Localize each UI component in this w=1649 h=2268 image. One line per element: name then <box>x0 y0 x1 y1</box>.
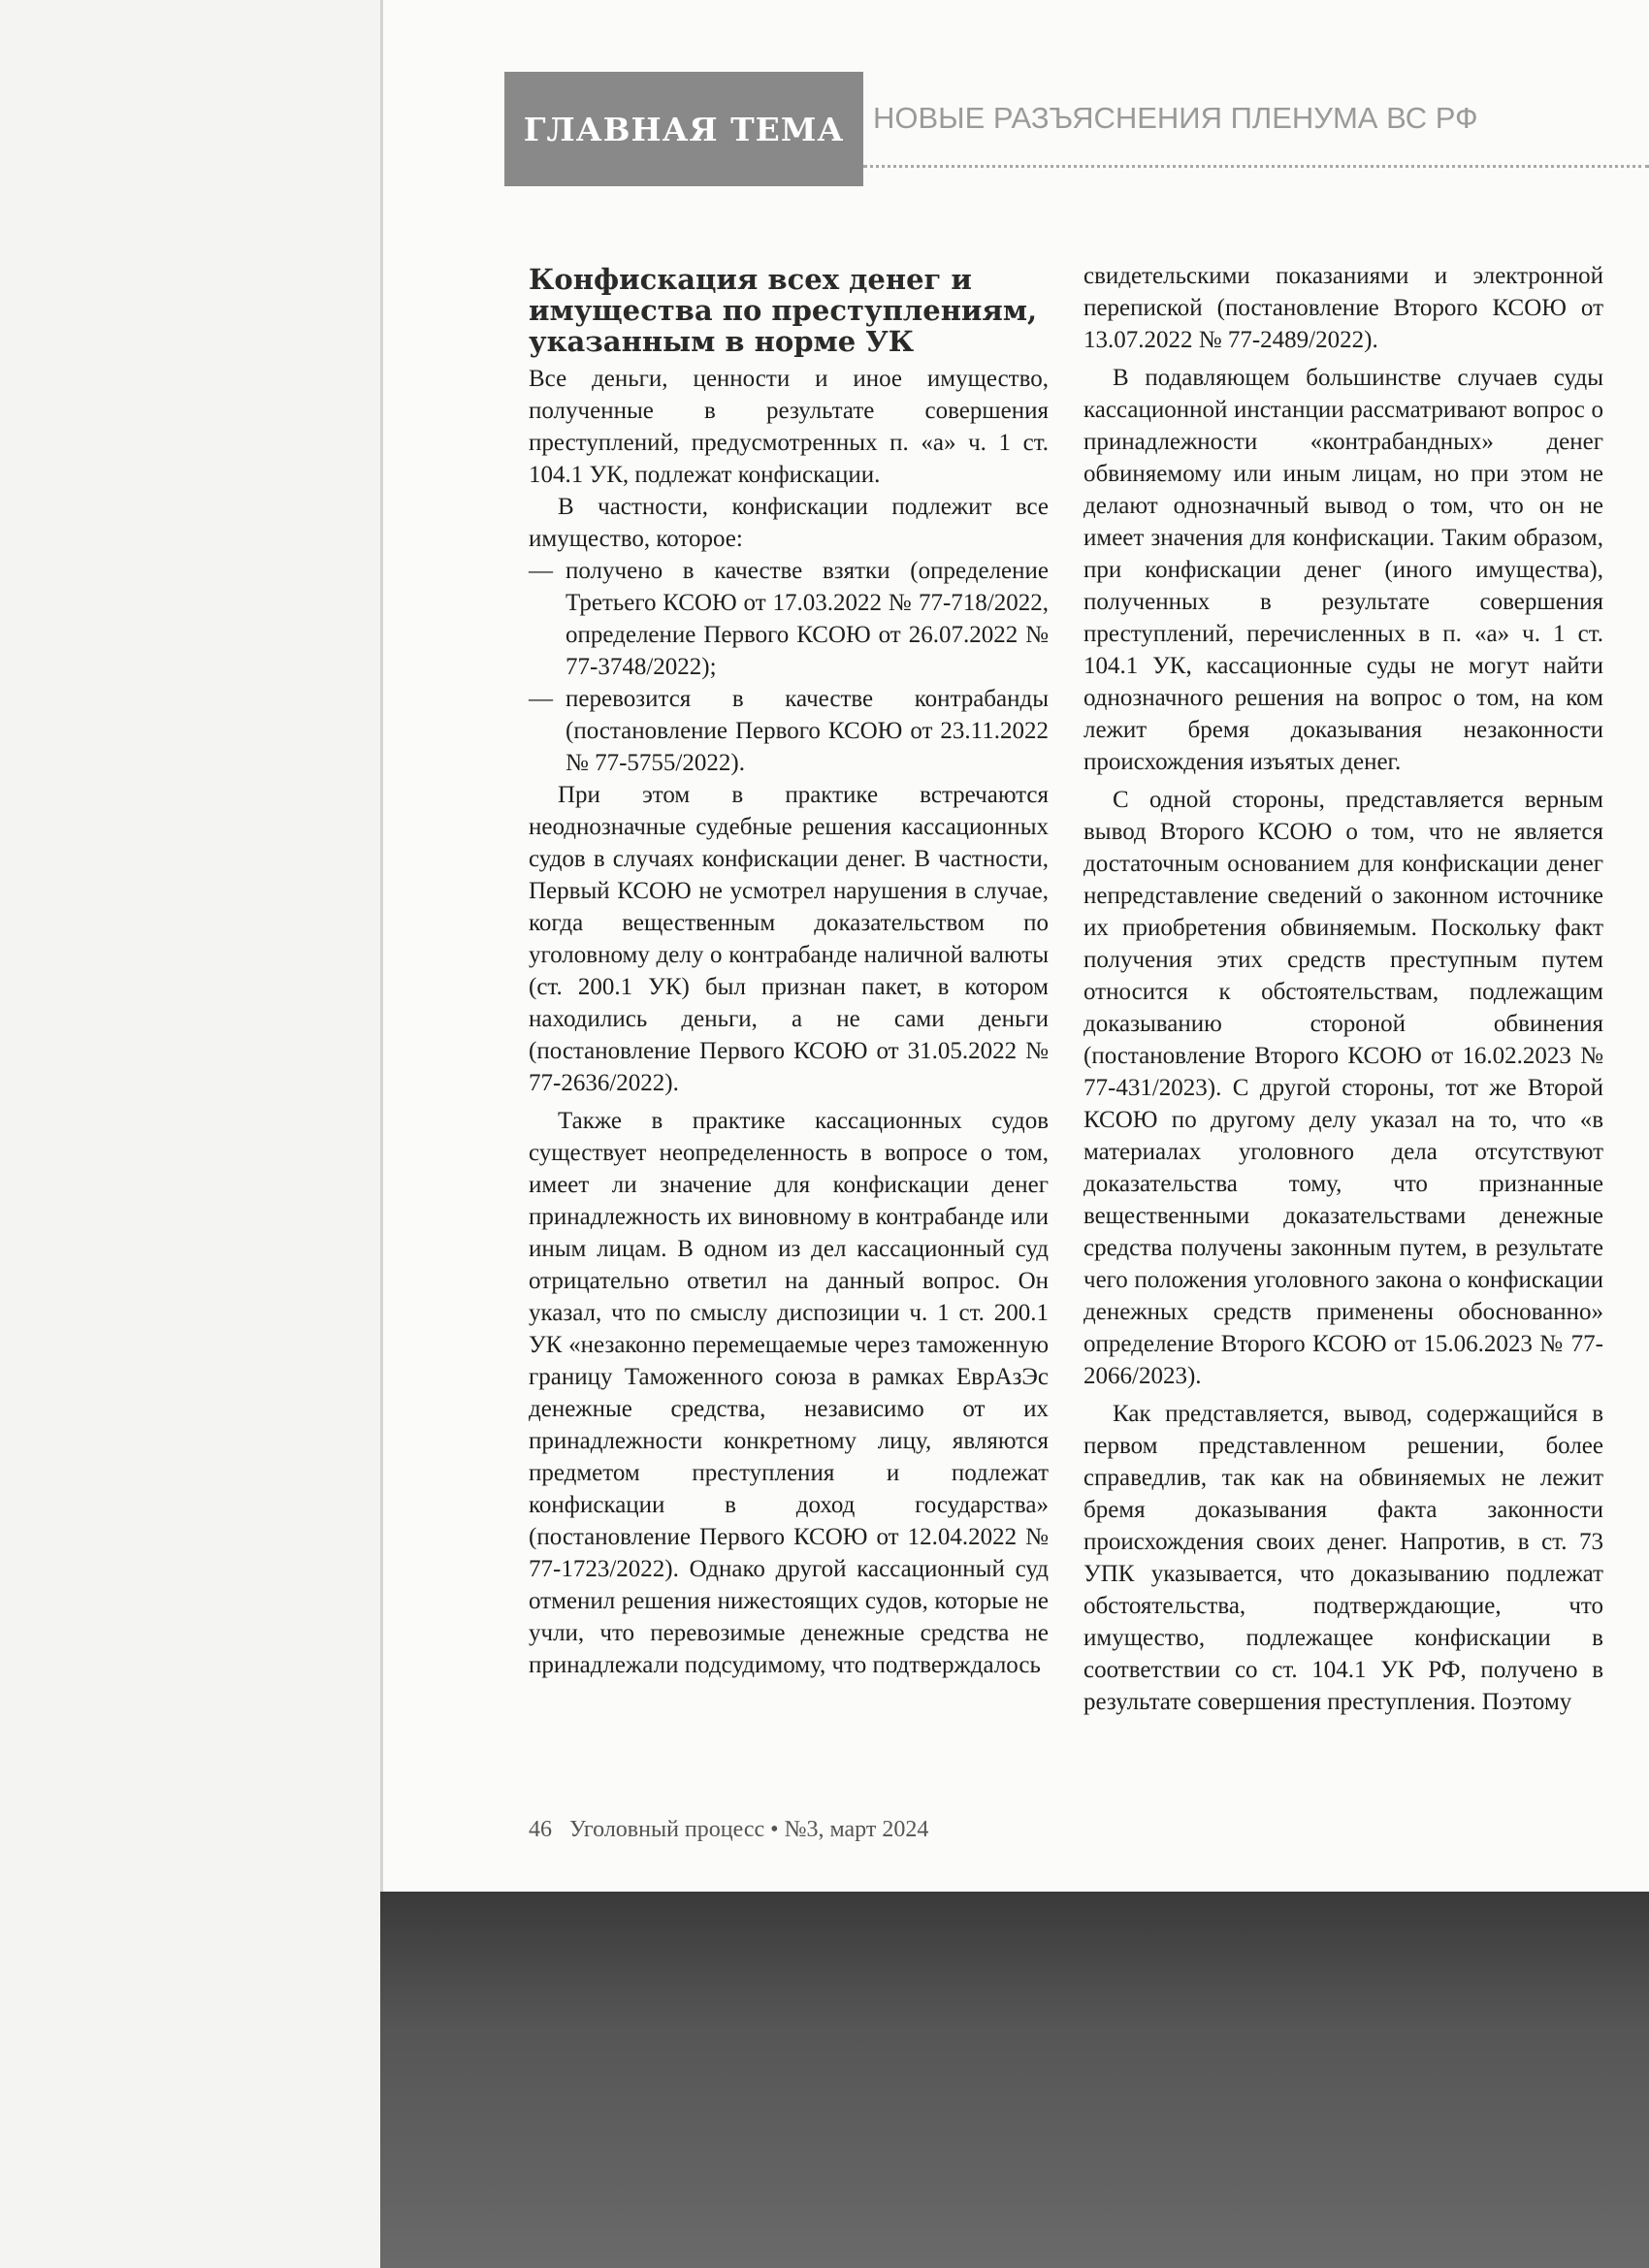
bullet-list <box>529 555 1049 779</box>
paragraph: свидетельскими показаниями и электронной перепиской (постановление Второго КСОЮ от 13.07.2022 № 77-2489/2022). <box>1083 263 1603 353</box>
dash-marker: — <box>529 558 553 584</box>
paragraph: С одной стороны, представляется верным вывод Второго КСОЮ о том, что не является достаточным основанием для конфискации денег непредставление сведений о законном источнике их приобретения обвиняемым. Поскольку факт получения этих средств преступным путем относится к обстоятельствам, подлежащим доказыванию стороной обвинения (постановление Второго КСОЮ от 16.02.2023 № 77-431/2023). С другой стороны, тот же Второй КСОЮ по другому делу указал на то, что «в материалах уголовного дела отсутствуют доказательства тому, что признанные вещественными доказательствами денежные средства получены законным путем, в результате чего положения уголовного закона о конфискации денежных средств применены обоснованно» определение Второго КСОЮ от 15.06.2023 № 77-2066/2023). <box>1083 787 1603 1389</box>
section-subtitle: НОВЫЕ РАЗЪЯСНЕНИЯ ПЛЕНУМА ВС РФ <box>873 101 1478 135</box>
list-item-text: полученo в качестве взятки (определение Третьего КСОЮ от 17.03.2022 № 77-718/2022, определение Первого КСОЮ от 26.07.2022 № 77-3748/2022); <box>566 558 1049 680</box>
page-edge <box>380 0 383 1892</box>
dotted-rule <box>863 165 1649 168</box>
page-footer <box>529 1817 928 1843</box>
journal-info: Уголовный процесс • №3, март 2024 <box>569 1817 929 1842</box>
article-heading: Конфискация всех денег и имущества по преступлениям, указанным в норме УК <box>529 263 1038 358</box>
paragraph: Как представляется, вывод, содержащийся в первом представленном решении, более справедлив, так как на обвиняемых не лежит бремя доказывания факта законности происхождения своих денег. Напротив, в ст. 73 УПК указывается, что доказыванию подлежат обстоятельства, подтверждающие, что имущество, подлежащее конфискации в соответствии со ст. 104.1 УК РФ, получено в результате совершения преступления. Поэтому <box>1083 1401 1603 1715</box>
paragraph: Все деньги, ценности и иное имущество, полученные в результате совершения преступлений, предусмотренных п. «а» ч. 1 ст. 104.1 УК, подлежат конфискации. <box>529 366 1049 488</box>
dash-marker: — <box>529 686 553 712</box>
paragraph: В подавляющем большинстве случаев суды кассационной инстанции рассматривают вопрос о принадлежности «контрабандных» денег обвиняемому или иным лицам, но при этом не делают однозначный вывод о том, что он не имеет значения для конфискации. Таким образом, при конфискации денег (иного имущества), полученных в результате совершения преступлений, перечисленных в п. «а» ч. 1 ст. 104.1 УК, кассационные суды не могут найти однозначного решения на вопрос о том, на ком лежит бремя доказывания незаконности происхождения изъятых денег. <box>1083 365 1603 775</box>
left-column <box>529 260 1049 1681</box>
paragraph: Также в практике кассационных судов существует неопределенность в вопросе о том, имеет ли значение для конфискации денег принадлежность их виновному в контрабанде или иным лицам. В одном из дел кассационный суд отрицательно ответил на данный вопрос. Он указал, что по смыслу диспозиции ч. 1 ст. 200.1 УК «незаконно перемещаемые через таможенную границу Таможенного союза в рамках ЕврАзЭс денежные средства, независимо от их принадлежности конкретному лицу, являются предметом преступления и подлежат конфискации в доход государства» (постановление Первого КСОЮ от 12.04.2022 № 77-1723/2022). Однако другой кассационный суд отменил решения нижестоящих судов, которые не учли, что перевозимые денежные средства не принадлежали подсудимому, что подтверждалось <box>529 1108 1049 1678</box>
list-item <box>529 555 1049 683</box>
list-item-text: перевозится в качестве контрабанды (постановление Первого КСОЮ от 23.11.2022 № 77-5755/2022). <box>566 686 1049 776</box>
page-number: 46 <box>529 1817 552 1842</box>
paragraph: В частности, конфискации подлежит все имущество, которое: <box>529 494 1049 552</box>
right-column <box>1083 260 1603 1718</box>
list-item <box>529 683 1049 779</box>
section-label: ГЛАВНАЯ ТЕМА <box>504 72 863 186</box>
paragraph: При этом в практике встречаются неоднозначные судебные решения кассационных судов в случаях конфискации денег. В частности, Первый КСОЮ не усмотрел нарушения в случае, когда вещественным доказательством по уголовному делу о контрабанде наличной валюты (ст. 200.1 УК) был признан пакет, в котором находились деньги, а не сами деньги (постановление Первого КСОЮ от 31.05.2022 № 77-2636/2022). <box>529 782 1049 1096</box>
scanner-background <box>380 1892 1649 2268</box>
